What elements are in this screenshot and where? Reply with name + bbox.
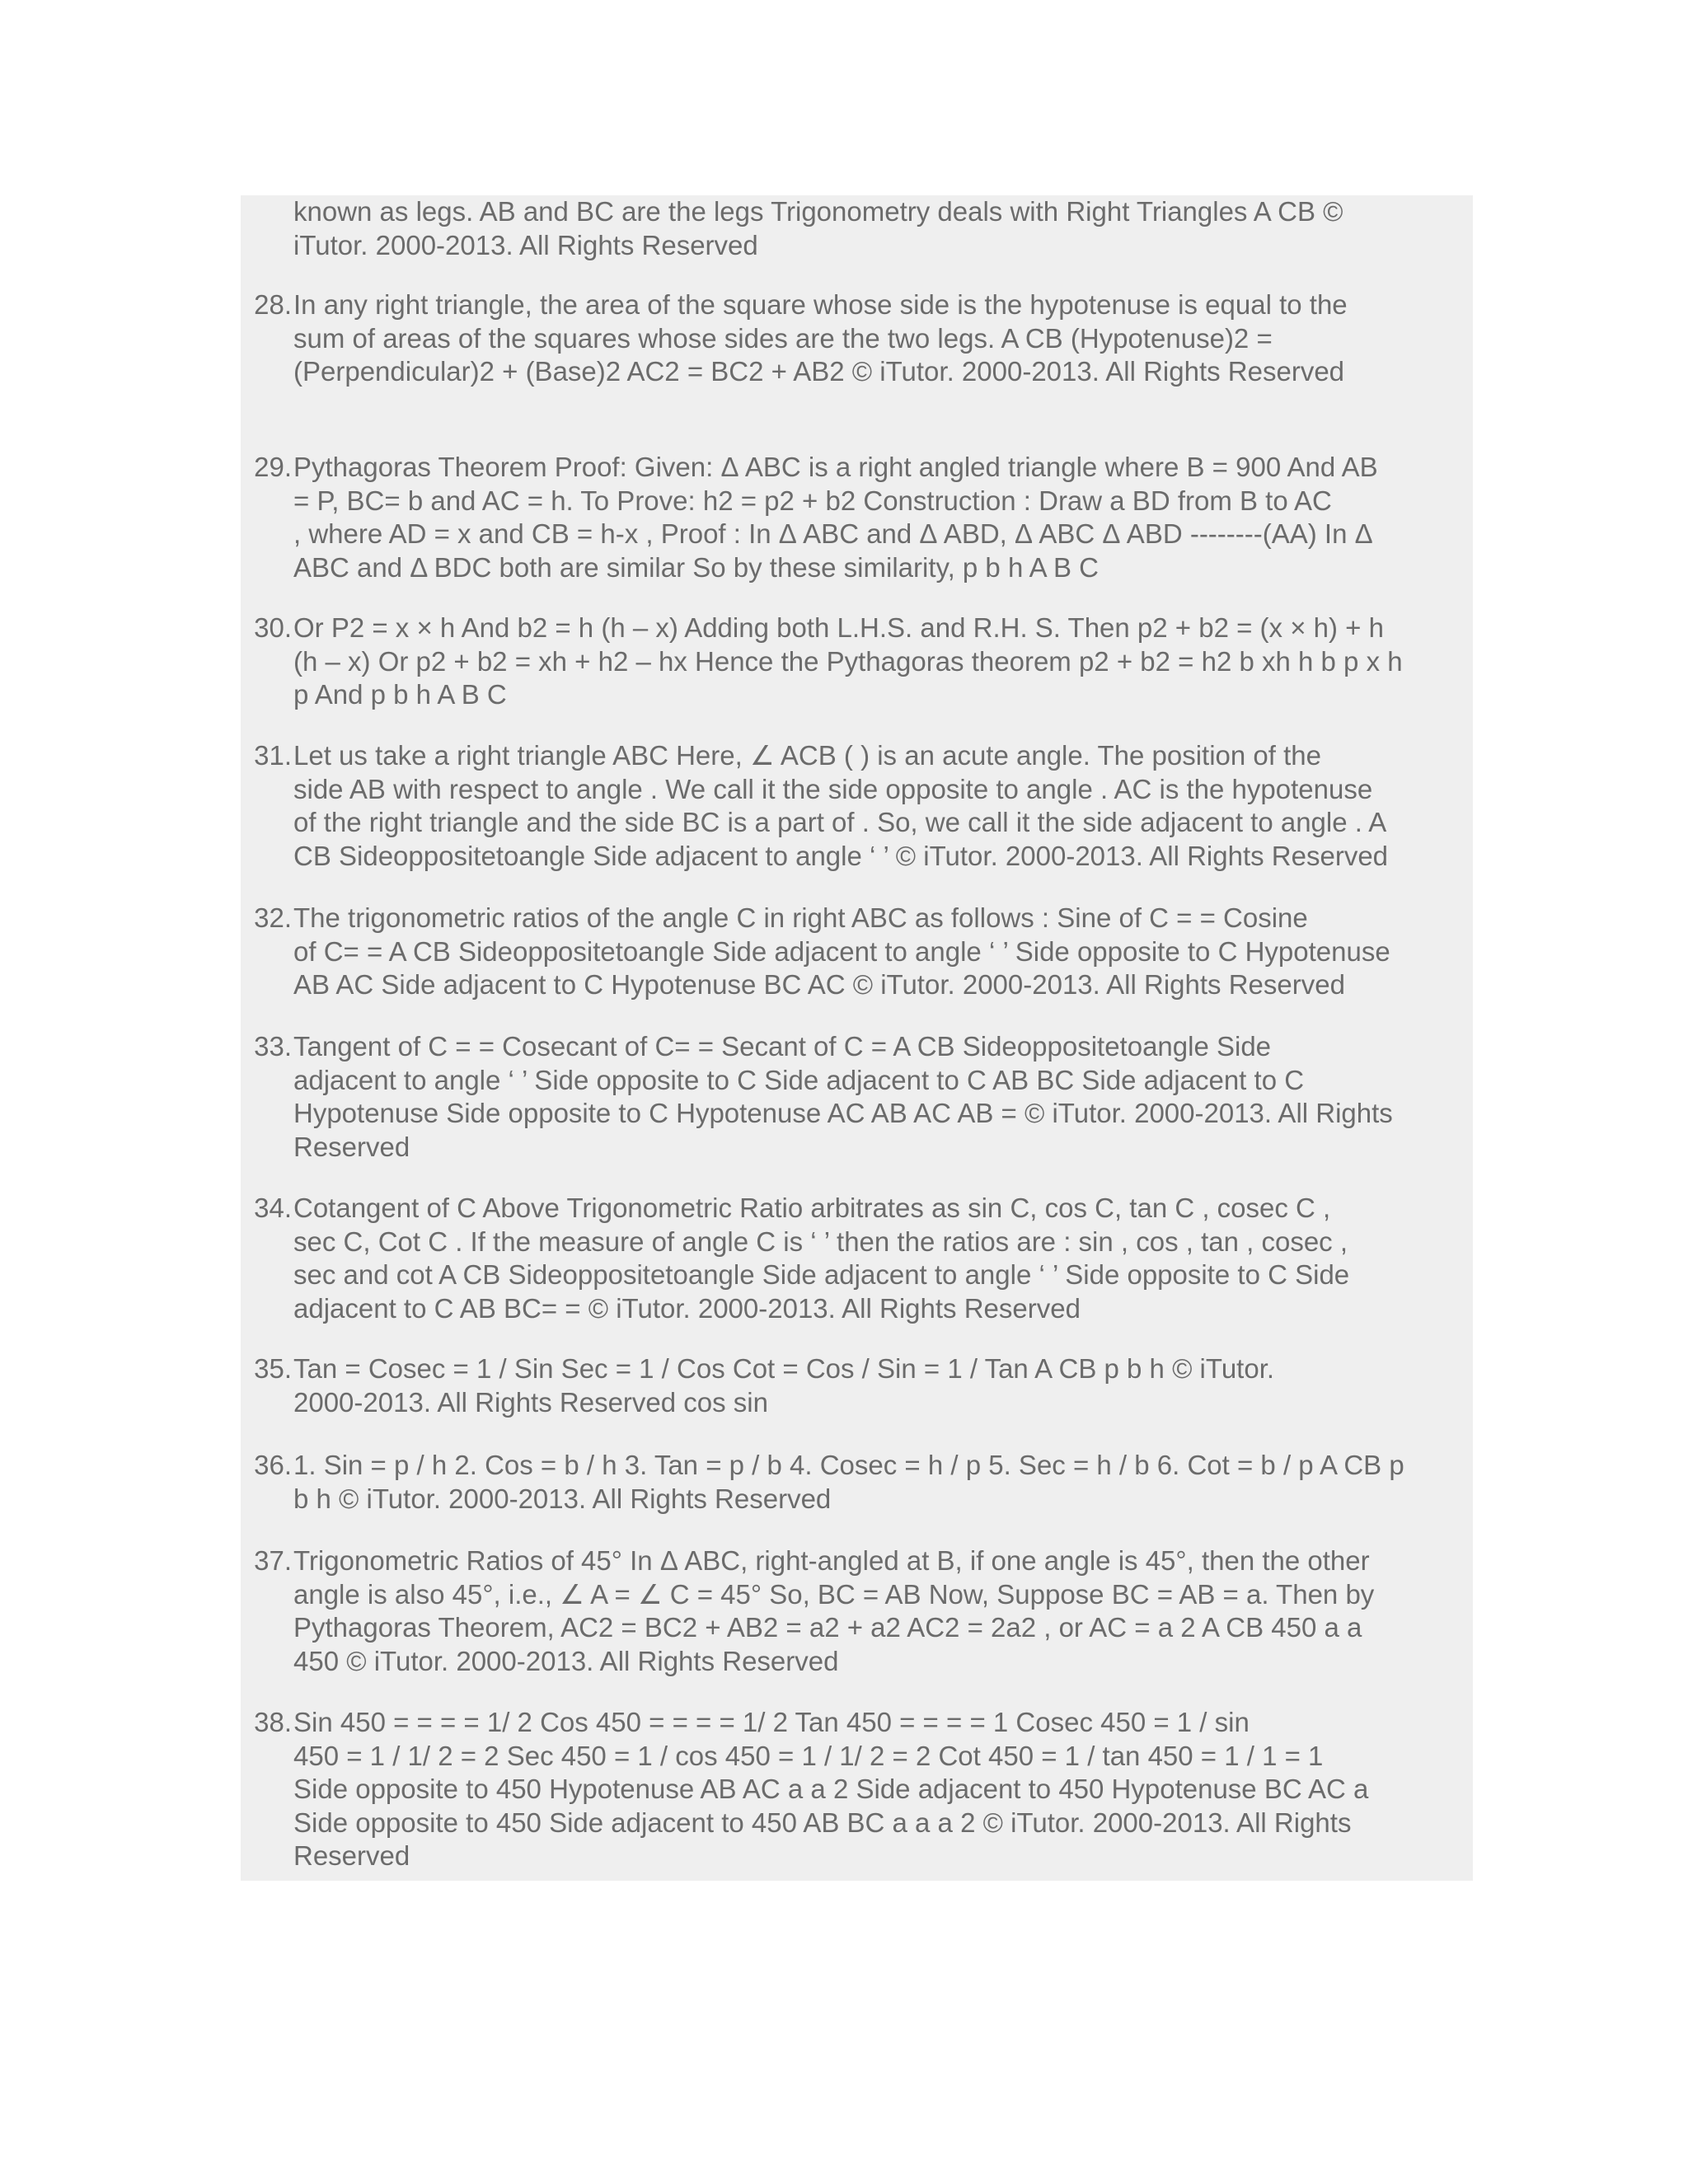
item-number: 37. bbox=[254, 1545, 292, 1576]
content-panel bbox=[241, 195, 1473, 1881]
slide-text-list bbox=[241, 195, 1473, 1881]
item-number: 28. bbox=[254, 289, 292, 320]
item-number: 30. bbox=[254, 612, 292, 643]
item-text: Trigonometric Ratios of 45° In Δ ABC, right-angled at B, if one angle is 45°, then the other angle is also 45°, i.e., ∠ A = ∠ C = 45° So, BC = AB Now, Suppose BC = AB = a. Then by Pythagoras Theorem, AC2 = BC2 + AB2 = a2 + a2 AC2 = 2a2 , or AC = a 2 A CB 450 a a 450 © iTutor. 2000-2013. All Rights Reserved bbox=[293, 1545, 1375, 1676]
item-text: known as legs. AB and BC are the legs Trigonometry deals with Right Triangles A CB © iTutor. 2000-2013. All Rights Reserved bbox=[293, 196, 1343, 260]
item-number: 36. bbox=[254, 1450, 292, 1480]
item-number: 35. bbox=[254, 1353, 292, 1384]
item-number: 33. bbox=[254, 1031, 292, 1062]
item-number: 29. bbox=[254, 452, 292, 482]
item-text: Let us take a right triangle ABC Here, ∠ ACB ( ) is an acute angle. The position of the side AB with respect to angle . We call it the side opposite to angle . AC is the hypotenuse of the right triangle and the side BC is a part of . So, we call it the side adjacent to angle . A CB Sideoppositetoangle Side adjacent to angle ‘ ’ © iTutor. 2000-2013. All Rights Reserved bbox=[293, 740, 1389, 871]
item-text: Tangent of C = = Cosecant of C= = Secant of C = A CB Sideoppositetoangle Side adjacent to angle ‘ ’ Side opposite to C Side adjacent to C AB BC Side adjacent to C Hypotenuse Side opposite to C Hypotenuse AC AB AC AB = © iTutor. 2000-2013. All Rights Reserved bbox=[293, 1031, 1393, 1162]
item-number: 34. bbox=[254, 1193, 292, 1223]
item-number: 38. bbox=[254, 1707, 292, 1737]
item-text: Or P2 = x × h And b2 = h (h – x) Adding both L.H.S. and R.H. S. Then p2 + b2 = (x × h) + h (h – x) Or p2 + b2 = xh + h2 – hx Hence the Pythagoras theorem p2 + b2 = h2 b xh h b p x h p And p b h A B C bbox=[293, 612, 1403, 710]
item-text: Pythagoras Theorem Proof: Given: Δ ABC is a right angled triangle where B = 900 And AB = P, BC= b and AC = h. To Prove: h2 = p2 + b2 Construction : Draw a BD from B to AC , where AD = x and CB = h-x , Proof : In Δ ABC and Δ ABD, Δ ABC Δ ABD --------(AA) In Δ ABC and Δ BDC both are similar So by these similarity, p b h A B C bbox=[293, 452, 1378, 583]
item-text: 1. Sin = p / h 2. Cos = b / h 3. Tan = p / b 4. Cosec = h / p 5. Sec = h / b 6. Cot = b / p A CB p b h © iTutor. 2000-2013. All Rights Reserved bbox=[293, 1450, 1404, 1514]
item-text: In any right triangle, the area of the square whose side is the hypotenuse is equal to the sum of areas of the squares whose sides are the two legs. A CB (Hypotenuse)2 = (Perpendicular)2 + (Base)2 AC2 = BC2 + AB2 © iTutor. 2000-2013. All Rights Reserved bbox=[293, 289, 1348, 387]
item-text: Cotangent of C Above Trigonometric Ratio arbitrates as sin C, cos C, tan C , cosec C , sec C, Cot C . If the measure of angle C is ‘ ’ then the ratios are : sin , cos , tan , cosec , sec and cot A CB Sideoppositetoangle Side adjacent to angle ‘ ’ Side opposite to C Side adjacent to C AB BC= = © iTutor. 2000-2013. All Rights Reserved bbox=[293, 1193, 1350, 1324]
item-text: Sin 450 = = = = 1/ 2 Cos 450 = = = = 1/ 2 Tan 450 = = = = 1 Cosec 450 = 1 / sin 450 = 1 / 1/ 2 = 2 Sec 450 = 1 / cos 450 = 1 / 1/ 2 = 2 Cot 450 = 1 / tan 450 = 1 / 1 = 1 Side opposite to 450 Hypotenuse AB AC a a 2 Side adjacent to 450 Hypotenuse BC AC a Side opposite to 450 Side adjacent to 450 AB BC a a a 2 © iTutor. 2000-2013. All Rights Reserved bbox=[293, 1707, 1369, 1871]
item-number: 32. bbox=[254, 902, 292, 933]
item-text: Tan = Cosec = 1 / Sin Sec = 1 / Cos Cot = Cos / Sin = 1 / Tan A CB p b h © iTutor. 2000-2013. All Rights Reserved cos sin bbox=[293, 1353, 1275, 1418]
item-number: 31. bbox=[254, 740, 292, 771]
item-text: The trigonometric ratios of the angle C in right ABC as follows : Sine of C = = Cosine of C= = A CB Sideoppositetoangle Side adjacent to angle ‘ ’ Side opposite to C Hypotenuse AB AC Side adjacent to C Hypotenuse BC AC © iTutor. 2000-2013. All Rights Reserved bbox=[293, 902, 1390, 1000]
